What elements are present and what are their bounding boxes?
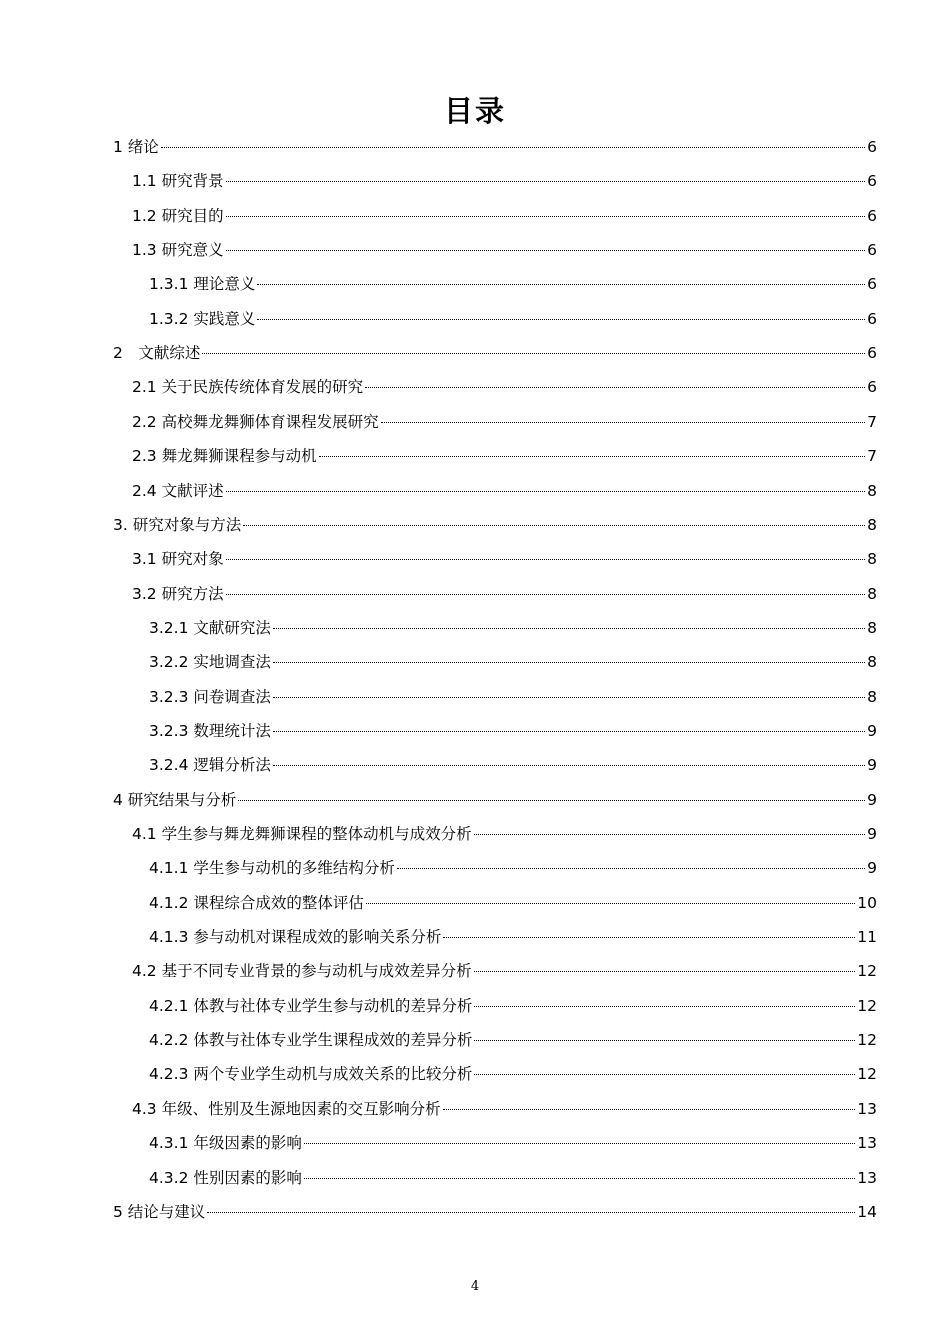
toc-entry-page: 9 [867,721,877,740]
toc-entry-page: 8 [867,481,877,500]
toc-dot-leader [273,628,865,629]
toc-entry-title: 2.2 高校舞龙舞狮体育课程发展研究 [132,412,379,431]
toc-entry-title: 3.2.3 问卷调查法 [149,687,271,706]
toc-dot-leader [226,491,866,492]
toc-dot-leader [238,800,865,801]
toc-entry-title: 2.1 关于民族传统体育发展的研究 [132,378,364,397]
toc-dot-leader [304,1143,855,1144]
toc-dot-leader [257,319,865,320]
toc-entry[interactable] [113,789,877,811]
toc-dot-leader [226,594,866,595]
toc-dot-leader [397,868,865,869]
toc-dot-leader [161,147,865,148]
toc-entry-title: 4.1 学生参与舞龙舞狮课程的整体动机与成效分析 [132,825,472,843]
toc-dot-leader [381,422,866,423]
toc-entry-title: 4.1.1 学生参与动机的多维结构分析 [149,859,395,878]
toc-entry-title: 2 文献综述 [113,344,201,363]
toc-dot-leader [226,559,866,560]
toc-entry-title: 3.2 研究方法 [132,584,224,603]
toc-dot-leader [365,387,865,388]
toc-entry-title: 4.1.3 参与动机对课程成效的影响关系分析 [149,928,442,947]
toc-dot-leader [207,1212,855,1213]
toc-entry-title: 3.2.4 逻辑分析法 [149,756,271,775]
page-number: 4 [470,1279,480,1294]
toc-entry[interactable] [113,514,877,536]
toc-entry[interactable] [132,480,877,502]
toc-entry[interactable] [132,960,877,982]
toc-entry[interactable] [149,754,877,776]
toc-entry[interactable] [132,823,877,845]
toc-entry-page: 9 [867,756,877,775]
toc-entry[interactable] [132,548,877,570]
toc-entry-page: 6 [867,172,877,191]
toc-dot-leader [319,456,866,457]
toc-entry-title: 1.2 研究目的 [132,206,224,225]
toc-entry-page: 12 [857,1031,877,1050]
toc-dot-leader [474,834,866,835]
toc-entry-title: 4.1.2 课程综合成效的整体评估 [149,893,364,912]
toc-entry[interactable] [132,239,877,261]
toc-entry[interactable] [113,1201,877,1223]
toc-entry-title: 1.3.2 实践意义 [149,309,256,328]
toc-entry-page: 14 [857,1202,877,1221]
toc-entry-title: 4 研究结果与分析 [113,790,237,809]
toc-entry[interactable] [149,273,877,295]
toc-dot-leader [443,1109,856,1110]
toc-entry-page: 13 [857,1099,877,1118]
toc-entry-title: 1.3.1 理论意义 [149,275,256,294]
toc-entry-page: 6 [867,206,877,225]
toc-dot-leader [257,284,865,285]
toc-entry-title: 4.2.2 体教与社体专业学生课程成效的差异分析 [149,1031,473,1050]
toc-entry-title: 3.2.3 数理统计法 [149,721,271,740]
toc-entry[interactable] [149,857,877,879]
toc-entry-page: 6 [867,241,877,260]
toc-entry-page: 13 [857,1168,877,1187]
toc-entry[interactable] [132,170,877,192]
toc-title: 目录 [443,94,506,128]
toc-entry[interactable] [149,926,877,948]
toc-entry-page: 6 [867,344,877,363]
toc-entry-page: 7 [867,447,877,466]
toc-dot-leader [304,1178,855,1179]
toc-entry-title: 4.2.3 两个专业学生动机与成效关系的比较分析 [149,1065,473,1084]
toc-entry-page: 8 [867,618,877,637]
toc-dot-leader [202,353,865,354]
toc-entry-title: 3.2.2 实地调查法 [149,653,271,672]
toc-entry[interactable] [149,1063,877,1085]
toc-entry-title: 4.2 基于不同专业背景的参与动机与成效差异分析 [132,962,472,981]
toc-entry-page: 13 [857,1134,877,1153]
toc-entry-title: 3.2.1 文献研究法 [149,618,271,637]
toc-entry-page: 9 [867,790,877,809]
toc-dot-leader [474,1074,855,1075]
toc-entry[interactable] [132,205,877,227]
toc-entry-page: 12 [857,1065,877,1084]
toc-entry-page: 7 [867,412,877,431]
toc-entry-page: 8 [867,687,877,706]
toc-entry-title: 2.4 文献评述 [132,481,224,500]
toc-entry-title: 1.3 研究意义 [132,241,224,260]
toc-dot-leader [273,731,865,732]
toc-dot-leader [474,971,856,972]
toc-entry[interactable] [113,342,877,364]
toc-entry-page: 11 [857,928,877,947]
toc-entry-page: 6 [867,138,877,156]
toc-entry-title: 1.1 研究背景 [132,172,224,191]
toc-dot-leader [273,697,865,698]
toc-entry-page: 9 [867,859,877,878]
toc-entry-title: 3.1 研究对象 [132,550,224,569]
toc-entry[interactable] [149,308,877,330]
toc-entry[interactable] [149,995,877,1017]
toc-entry-title: 4.2.1 体教与社体专业学生参与动机的差异分析 [149,996,473,1015]
toc-dot-leader [226,250,866,251]
toc-entry-page: 6 [867,309,877,328]
toc-entry[interactable] [132,411,877,433]
toc-entry[interactable] [132,1098,877,1120]
toc-entry[interactable] [149,651,877,673]
toc-entry[interactable] [149,1029,877,1051]
toc-entry[interactable] [149,1167,877,1189]
toc-dot-leader [273,662,865,663]
toc-entry[interactable] [132,445,877,467]
toc-entry[interactable] [113,136,877,158]
toc-dot-leader [443,937,855,938]
toc-entry[interactable] [149,1132,877,1154]
toc-entry[interactable] [149,617,877,639]
toc-entry-page: 8 [867,550,877,569]
toc-dot-leader [366,903,855,904]
toc-entry-title: 2.3 舞龙舞狮课程参与动机 [132,447,317,466]
toc-entry-title: 3. 研究对象与方法 [113,515,242,534]
toc-dot-leader [474,1040,855,1041]
toc-entry-page: 6 [867,275,877,294]
toc-entry[interactable] [149,720,877,742]
toc-entry[interactable] [149,686,877,708]
toc-entry-title: 4.3.2 性别因素的影响 [149,1168,302,1187]
toc-entry-page: 8 [867,653,877,672]
toc-entry[interactable] [132,376,877,398]
toc-entry[interactable] [149,892,877,914]
toc-dot-leader [226,181,866,182]
toc-dot-leader [226,216,866,217]
toc-entry-title: 4.3.1 年级因素的影响 [149,1134,302,1153]
toc-entry-page: 9 [867,825,877,843]
toc-entry-page: 6 [867,378,877,397]
toc-entry-title: 5 结论与建议 [113,1202,206,1221]
toc-entry-page: 10 [857,893,877,912]
toc-entry-title: 4.3 年级、性别及生源地因素的交互影响分析 [132,1099,441,1118]
toc-entry-page: 12 [857,996,877,1015]
toc-entry-page: 8 [867,515,877,534]
toc-dot-leader [273,765,865,766]
toc-entry-title: 1 绪论 [113,138,159,156]
toc-entry[interactable] [132,583,877,605]
toc-dot-leader [474,1006,855,1007]
toc-dot-leader [243,525,865,526]
toc-entry-page: 8 [867,584,877,603]
toc-entry-page: 12 [857,962,877,981]
